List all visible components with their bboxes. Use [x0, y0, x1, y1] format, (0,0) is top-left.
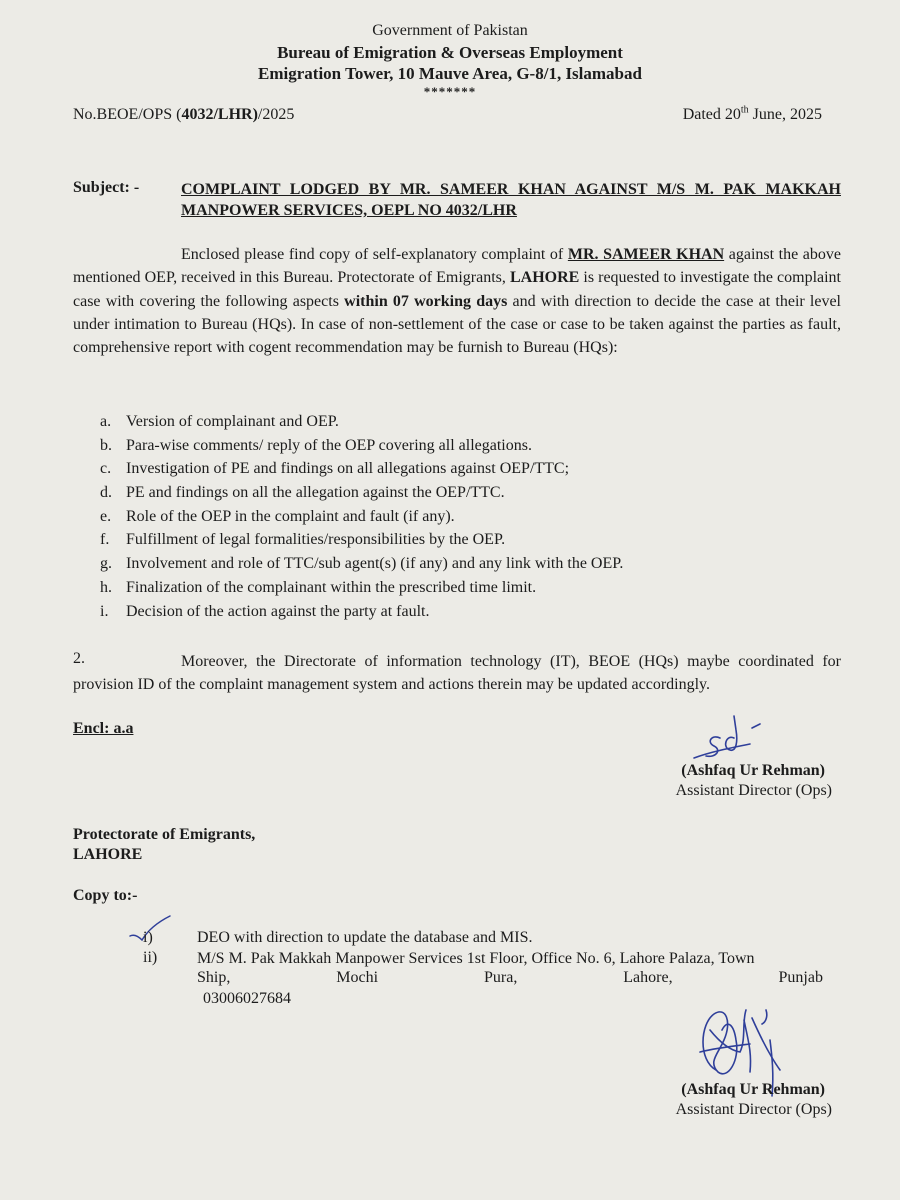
copy-item-marker: i) [143, 929, 153, 946]
header-address: Emigration Tower, 10 Mauve Area, G-8/1, Islamabad [258, 64, 642, 83]
address-word: Mochi [336, 969, 379, 986]
handwritten-sd-signature [690, 708, 770, 764]
list-item: h. Finalization of the complainant within the prescribed time limit. [100, 578, 537, 596]
reference-number: No.BEOE/OPS (4032/LHR)/2025 [73, 106, 295, 123]
enclosure-label: Encl: a.a [73, 720, 134, 737]
subject-label: Subject: - [73, 179, 140, 196]
address-word: Lahore, [623, 969, 673, 986]
list-item: b. Para-wise comments/ reply of the OEP covering all allegations. [100, 436, 532, 454]
signatory-title: Assistant Director (Ops) [675, 1101, 832, 1118]
aspects-list [100, 410, 820, 623]
subject-text: COMPLAINT LODGED BY MR. SAMEER KHAN AGAINST M/S M. PAK MAKKAH MANPOWER SERVICES, OEPL NO 4032/LHR [181, 181, 841, 219]
copy-item-marker: ii) [143, 949, 158, 966]
list-item: c. Investigation of PE and findings on all allegations against OEP/TTC; [100, 460, 570, 478]
addressee-line-1: Protectorate of Emigrants, [73, 826, 256, 843]
paragraph-number: 2. [73, 650, 85, 667]
copy-to-label: Copy to:- [73, 887, 138, 904]
header-separator: ******* [423, 84, 477, 99]
list-item: g. Involvement and role of TTC/sub agent(s) (if any) and any link with the OEP. [100, 555, 624, 573]
body-paragraph-1: Enclosed please find copy of self-explanatory complaint of MR. SAMEER KHAN against the above mentioned OEP, received in this Bureau. Protectorate of Emigrants, LAHORE is requested to investigate the complaint case with covering the following aspects within 07 working days and with direction to decide the case at their level under intimation to Bureau (HQs). In case of non-settlement of the case or case to be taken against the parties as fault, comprehensive report with cogent recommendation may be furnish to Bureau (HQs): [73, 246, 842, 357]
copy-item-2-line-2 [197, 969, 823, 987]
address-word: Ship, [197, 969, 231, 986]
deadline: within 07 working days [344, 292, 508, 310]
copy-item-1: DEO with direction to update the database and MIS. [197, 929, 533, 946]
signatory-name: (Ashfaq Ur Rehman) [681, 1081, 825, 1098]
list-item: d. PE and findings on all the allegation against the OEP/TTC. [100, 484, 505, 502]
city-name: LAHORE [509, 269, 580, 287]
header-bureau: Bureau of Emigration & Overseas Employment [277, 43, 623, 62]
list-item: i. Decision of the action against the party at fault. [100, 602, 430, 620]
list-item: f. Fulfillment of legal formalities/responsibilities by the OEP. [100, 531, 506, 549]
signatory-name: (Ashfaq Ur Rehman) [681, 762, 825, 779]
complainant-name: MR. SAMEER KHAN [567, 246, 725, 263]
signatory-title: Assistant Director (Ops) [675, 782, 832, 799]
letter-date: Dated 20th June, 2025 [682, 104, 822, 123]
list-item: a. Version of complainant and OEP. [100, 413, 339, 430]
copy-item-2-phone: 03006027684 [203, 990, 291, 1007]
addressee-line-2: LAHORE [73, 846, 143, 863]
header-government: Government of Pakistan [372, 22, 528, 39]
address-word: Punjab [778, 969, 823, 986]
list-item: e. Role of the OEP in the complaint and fault (if any). [100, 507, 455, 525]
body-paragraph-2: Moreover, the Directorate of information technology (IT), BEOE (HQs) maybe coordinated for provision ID of the complaint management system and actions therein may be updated accordingly. [73, 653, 841, 694]
copy-item-2-line-1: M/S M. Pak Makkah Manpower Services 1st Floor, Office No. 6, Lahore Palaza, Town [197, 950, 755, 967]
address-word: Pura, [484, 969, 518, 986]
